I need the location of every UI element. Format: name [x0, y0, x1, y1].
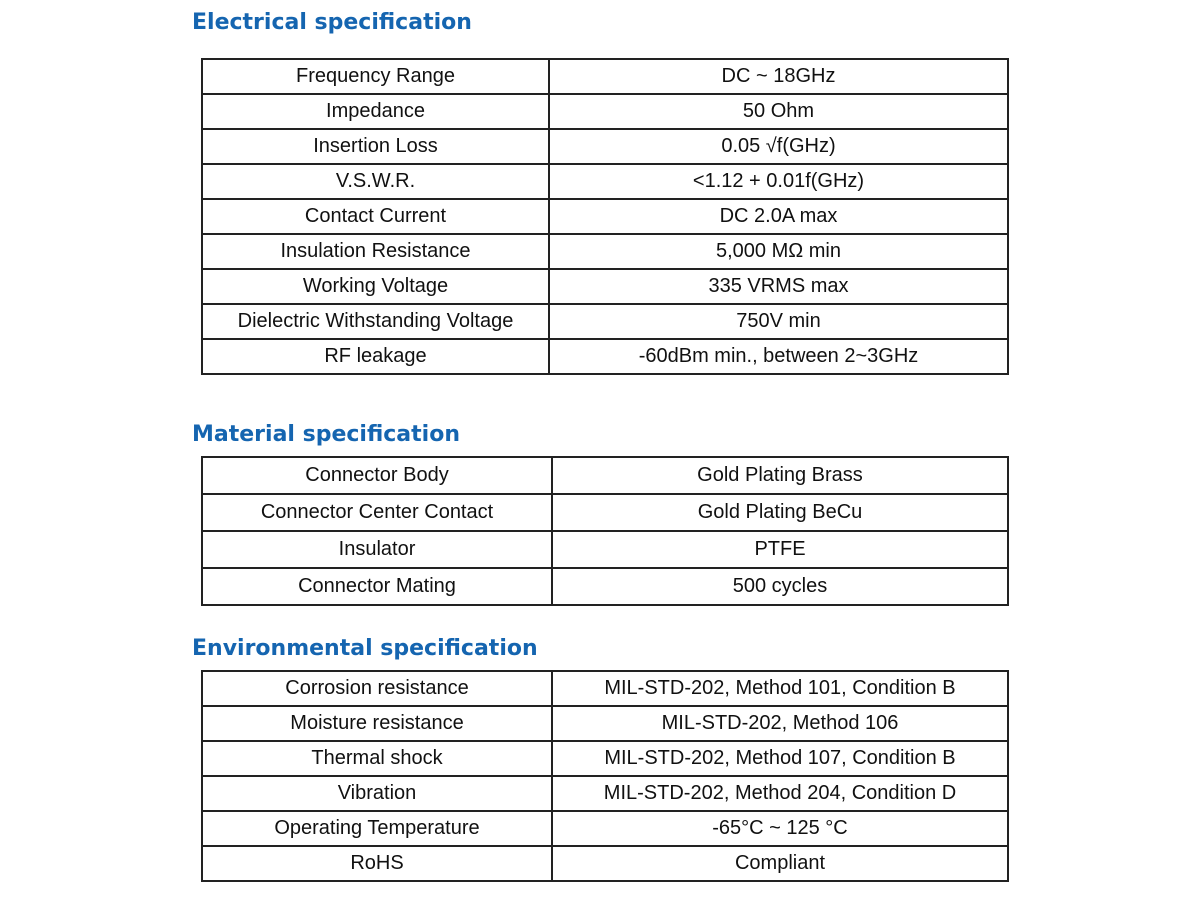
spec-value: MIL-STD-202, Method 107, Condition B: [552, 741, 1008, 776]
material-spec-table: [201, 456, 1009, 606]
spec-label: Connector Center Contact: [202, 494, 552, 531]
spec-value: DC 2.0A max: [549, 199, 1008, 234]
electrical-spec-heading: Electrical specification: [192, 10, 472, 35]
table-row: [202, 234, 1008, 269]
table-row: [202, 269, 1008, 304]
spec-label: Working Voltage: [202, 269, 549, 304]
spec-value: MIL-STD-202, Method 204, Condition D: [552, 776, 1008, 811]
table-row: [202, 706, 1008, 741]
spec-value: Gold Plating Brass: [552, 457, 1008, 494]
table-row: [202, 776, 1008, 811]
spec-label: RoHS: [202, 846, 552, 881]
spec-label: Insulation Resistance: [202, 234, 549, 269]
table-row: [202, 339, 1008, 374]
table-row: [202, 811, 1008, 846]
table-row: [202, 531, 1008, 568]
spec-value: 50 Ohm: [549, 94, 1008, 129]
table-row: [202, 494, 1008, 531]
spec-value: DC ~ 18GHz: [549, 59, 1008, 94]
spec-label: Dielectric Withstanding Voltage: [202, 304, 549, 339]
spec-value: Gold Plating BeCu: [552, 494, 1008, 531]
material-spec-heading: Material specification: [192, 422, 460, 447]
spec-label: Connector Mating: [202, 568, 552, 605]
table-row: [202, 94, 1008, 129]
spec-value: PTFE: [552, 531, 1008, 568]
spec-value: <1.12 + 0.01f(GHz): [549, 164, 1008, 199]
table-row: [202, 164, 1008, 199]
spec-value: 335 VRMS max: [549, 269, 1008, 304]
spec-value: 750V min: [549, 304, 1008, 339]
spec-label: Thermal shock: [202, 741, 552, 776]
spec-value: 5,000 MΩ min: [549, 234, 1008, 269]
spec-label: Insulator: [202, 531, 552, 568]
environmental-spec-table: [201, 670, 1009, 882]
environmental-spec-heading: Environmental specification: [192, 636, 538, 661]
spec-label: Contact Current: [202, 199, 549, 234]
spec-label: RF leakage: [202, 339, 549, 374]
spec-label: Impedance: [202, 94, 549, 129]
spec-value: -65°C ~ 125 °C: [552, 811, 1008, 846]
spec-label: Operating Temperature: [202, 811, 552, 846]
spec-value: MIL-STD-202, Method 101, Condition B: [552, 671, 1008, 706]
spec-label: Connector Body: [202, 457, 552, 494]
spec-value: 0.05 √f(GHz): [549, 129, 1008, 164]
table-row: [202, 199, 1008, 234]
table-row: [202, 671, 1008, 706]
spec-label: Moisture resistance: [202, 706, 552, 741]
table-row: [202, 129, 1008, 164]
spec-value: MIL-STD-202, Method 106: [552, 706, 1008, 741]
table-row: [202, 304, 1008, 339]
spec-value: -60dBm min., between 2~3GHz: [549, 339, 1008, 374]
spec-value: 500 cycles: [552, 568, 1008, 605]
spec-label: Insertion Loss: [202, 129, 549, 164]
table-row: [202, 846, 1008, 881]
spec-label: Frequency Range: [202, 59, 549, 94]
spec-value: Compliant: [552, 846, 1008, 881]
spec-label: Corrosion resistance: [202, 671, 552, 706]
table-row: [202, 59, 1008, 94]
spec-label: V.S.W.R.: [202, 164, 549, 199]
table-row: [202, 568, 1008, 605]
table-row: [202, 457, 1008, 494]
table-row: [202, 741, 1008, 776]
electrical-spec-table: [201, 58, 1009, 375]
spec-label: Vibration: [202, 776, 552, 811]
